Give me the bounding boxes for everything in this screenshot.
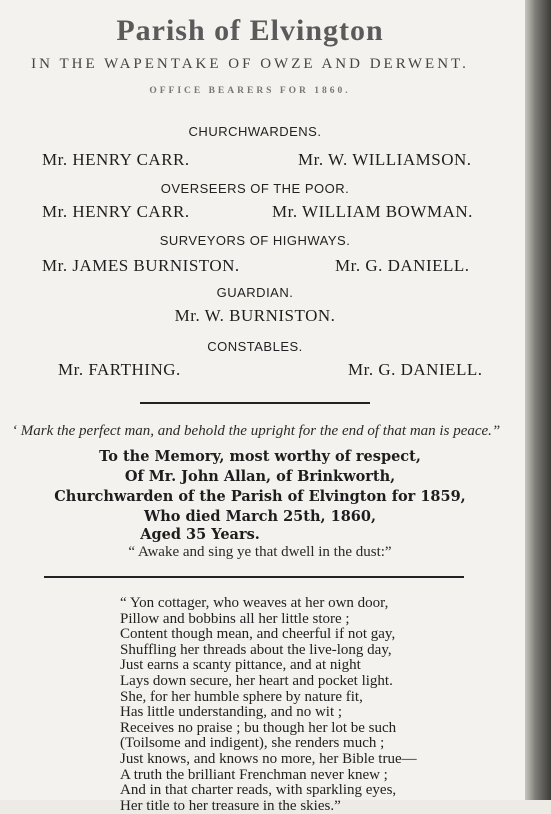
- poem-line: She, for her humble sphere by nature fit,: [120, 688, 363, 705]
- poem-line: Pillow and bobbins all her little store ;: [120, 610, 350, 627]
- constable-right: Mr. G. DANIELL.: [348, 360, 483, 379]
- poem-line: A truth the brilliant Frenchman never knew ;: [120, 766, 388, 783]
- memorial-line-3: Churchwarden of the Parish of Elvington for 1859,: [54, 488, 466, 505]
- poem-line: Just earns a scanty pittance, and at night: [120, 657, 361, 674]
- page-title: Parish of Elvington: [116, 14, 384, 47]
- overseer-right: Mr. WILLIAM BOWMAN.: [272, 202, 473, 221]
- epigraph-quote: ‘ Mark the perfect man, and behold the upright for the end of that man is peace.”: [12, 423, 501, 439]
- memorial-line-2: Of Mr. John Allan, of Brinkworth,: [124, 468, 396, 485]
- overseer-left: Mr. HENRY CARR.: [42, 202, 190, 221]
- awake-quote: “ Awake and sing ye that dwell in the dust:”: [128, 544, 392, 560]
- divider-lower: [44, 576, 464, 578]
- memorial-line-4: Who died March 25th, 1860,: [143, 508, 377, 525]
- constable-left: Mr. FARTHING.: [58, 360, 181, 379]
- page-edge-shadow: [525, 0, 551, 800]
- wapentake-line: IN THE WAPENTAKE OF OWZE AND DERWENT.: [31, 56, 469, 72]
- poem-line: “ Yon cottager, who weaves at her own door,: [120, 595, 389, 611]
- poem-line: Shuffling her threads about the live-long day,: [120, 641, 392, 658]
- poem-line: Has little understanding, and no wit ;: [120, 704, 343, 721]
- poem-line: Her title to her treasure in the skies.”: [120, 797, 341, 814]
- memorial-line-1: To the Memory, most worthy of respect,: [99, 448, 421, 465]
- poem-line: (Toilsome and indigent), she renders much ;: [120, 735, 385, 752]
- poem-line: Just knows, and knows no more, her Bible true—: [120, 750, 417, 767]
- divider-upper: [140, 402, 370, 404]
- guardian-name: Mr. W. BURNISTON.: [174, 306, 336, 325]
- guardian-heading: GUARDIAN.: [216, 285, 294, 300]
- surveyors-heading: SURVEYORS OF HIGHWAYS.: [159, 233, 351, 248]
- office-bearers-heading: OFFICE BEARERS FOR 1860.: [149, 86, 351, 96]
- poem-line: Lays down secure, her heart and pocket light.: [120, 672, 393, 689]
- poem-line: Content though mean, and cheerful if not gay,: [120, 626, 396, 643]
- overseers-heading: OVERSEERS OF THE POOR.: [160, 181, 350, 196]
- poem-line: Receives no praise ; bu though her lot be such: [120, 719, 397, 736]
- churchwarden-left: Mr. HENRY CARR.: [42, 150, 190, 169]
- constables-heading: CONSTABLES.: [207, 339, 303, 354]
- surveyor-right: Mr. G. DANIELL.: [335, 256, 470, 275]
- poem-line: And in that charter reads, with sparkling eyes,: [120, 782, 397, 799]
- surveyor-left: Mr. JAMES BURNISTON.: [42, 256, 240, 275]
- churchwarden-right: Mr. W. WILLIAMSON.: [298, 150, 472, 169]
- memorial-line-5: Aged 35 Years.: [140, 526, 260, 543]
- poem-block: [120, 596, 417, 814]
- churchwardens-heading: CHURCHWARDENS.: [188, 124, 322, 139]
